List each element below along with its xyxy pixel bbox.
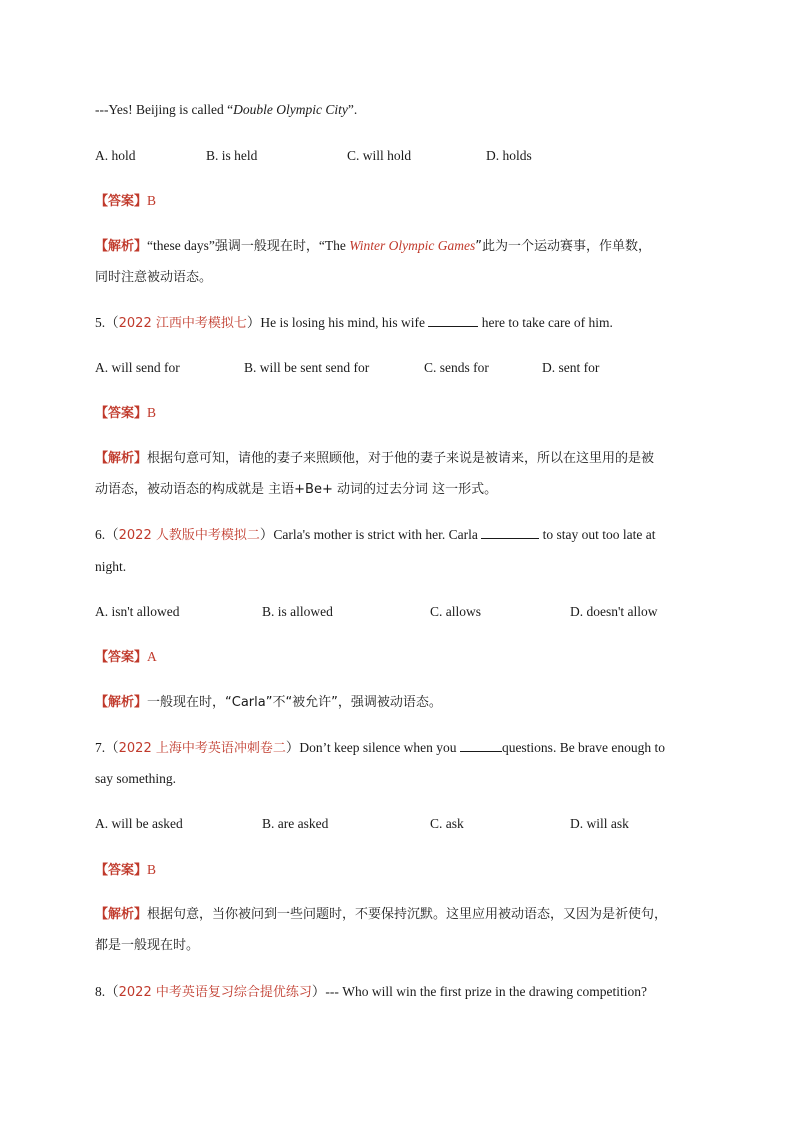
- analysis-text: 根据句意，当你被问到一些问题时，不要保持沉默。这里应用被动语态，又因为是祈使句，: [147, 907, 668, 922]
- q7-analysis-line1: [95, 905, 667, 924]
- analysis-tag: 【解析】: [95, 695, 148, 710]
- q7-question-line2: say something.: [95, 771, 176, 786]
- answer-tag: 【答案】: [95, 863, 148, 878]
- q5-option-c: C. sends for: [424, 360, 489, 375]
- q8-text: --- Who will win the first prize in the drawing competition?: [325, 984, 648, 999]
- q5-text-after: here to take care of him.: [478, 315, 613, 330]
- answer-value: B: [147, 862, 157, 877]
- q4-option-d: D. holds: [486, 148, 532, 163]
- q8-number: 8.（: [95, 984, 119, 999]
- answer-value: B: [147, 405, 157, 420]
- dialogue-suffix: ”.: [347, 102, 358, 117]
- q5-option-d: D. sent for: [542, 360, 600, 375]
- analysis-event-name: Winter Olympic Games: [349, 238, 476, 253]
- answer-tag: 【答案】: [95, 406, 148, 421]
- q6-answer: [95, 648, 157, 667]
- q6-text-before: Carla's mother is strict with her. Carla: [273, 527, 482, 542]
- q5-analysis-line2: 动语态，被动语态的构成就是 主语+Be+ 动词的过去分词 这一形式。: [95, 482, 498, 497]
- q6-close: ）: [259, 527, 274, 542]
- q8-close: ）: [311, 984, 326, 999]
- q7-option-a: A. will be asked: [95, 816, 183, 831]
- q6-number: 6.（: [95, 527, 119, 542]
- q4-analysis-line2: 同时注意被动语态。: [95, 270, 213, 285]
- q6-text-after: to stay out too late at: [539, 527, 656, 542]
- analysis-text-2: ”此为一个运动赛事，作单数，: [475, 239, 651, 254]
- analysis-text: 根据句意可知，请他的妻子来照顾他，对于他的妻子来说是被请来，所以在这里用的是被: [147, 451, 655, 466]
- q7-text-before: Don’t keep silence when you: [299, 740, 460, 755]
- dialogue-title: Double Olympic City: [233, 102, 348, 117]
- q5-option-b: B. will be sent send for: [244, 360, 370, 375]
- q4-option-a: A. hold: [95, 148, 136, 163]
- q5-close: ）: [246, 315, 261, 330]
- q5-source: 2022 江西中考模拟七: [118, 316, 247, 331]
- q7-option-c: C. ask: [430, 816, 464, 831]
- analysis-text: 强调一般现在时，: [214, 239, 319, 254]
- q7-answer: [95, 861, 156, 880]
- q6-option-a: A. isn't allowed: [95, 604, 180, 619]
- q5-number: 5.（: [95, 315, 119, 330]
- q6-option-d: D. doesn't allow: [570, 604, 658, 619]
- q7-text-after: questions. Be brave enough to: [501, 740, 666, 755]
- q7-question: [95, 739, 665, 758]
- analysis-text: 一般现在时，“Carla”不“被允许”，强调被动语态。: [147, 695, 442, 710]
- q6-question: [95, 526, 655, 545]
- q7-option-d: D. will ask: [570, 816, 629, 831]
- dialogue-line: [95, 101, 357, 119]
- q6-option-b: B. is allowed: [262, 604, 333, 619]
- dialogue-prefix: ---Yes! Beijing is called “: [95, 102, 234, 117]
- q6-analysis: [95, 693, 442, 712]
- q7-source: 2022 上海中考英语冲刺卷二: [118, 741, 286, 756]
- q7-analysis-line2: 都是一般现在时。: [95, 938, 200, 953]
- q5-answer: [95, 404, 156, 423]
- q8-source: 2022 中考英语复习综合提优练习: [118, 985, 312, 1000]
- q4-option-c: C. will hold: [347, 148, 412, 163]
- q8-question: [95, 983, 647, 1002]
- analysis-quote: “these days”: [147, 238, 215, 253]
- answer-value: A: [147, 649, 157, 664]
- q5-analysis-line1: [95, 449, 654, 468]
- answer-tag: 【答案】: [95, 194, 148, 209]
- answer-tag: 【答案】: [95, 650, 148, 665]
- q6-question-line2: night.: [95, 559, 127, 574]
- q6-blank: [481, 526, 539, 539]
- q5-text-before: He is losing his mind, his wife: [260, 315, 429, 330]
- q7-option-b: B. are asked: [262, 816, 329, 831]
- q5-question: [95, 314, 613, 333]
- q4-option-b: B. is held: [206, 148, 258, 163]
- q7-close: ）: [285, 740, 300, 755]
- q4-answer: [95, 192, 156, 211]
- q7-number: 7.（: [95, 740, 119, 755]
- answer-value: B: [147, 193, 157, 208]
- q5-blank: [428, 314, 478, 327]
- analysis-tag: 【解析】: [95, 239, 148, 254]
- q6-option-c: C. allows: [430, 604, 482, 619]
- q7-blank: [460, 739, 502, 752]
- q4-analysis-line1: [95, 237, 651, 256]
- analysis-tag: 【解析】: [95, 451, 148, 466]
- q6-source: 2022 人教版中考模拟二: [118, 528, 260, 543]
- analysis-tag: 【解析】: [95, 907, 148, 922]
- q5-option-a: A. will send for: [95, 360, 180, 375]
- analysis-quote-open: “The: [318, 238, 350, 253]
